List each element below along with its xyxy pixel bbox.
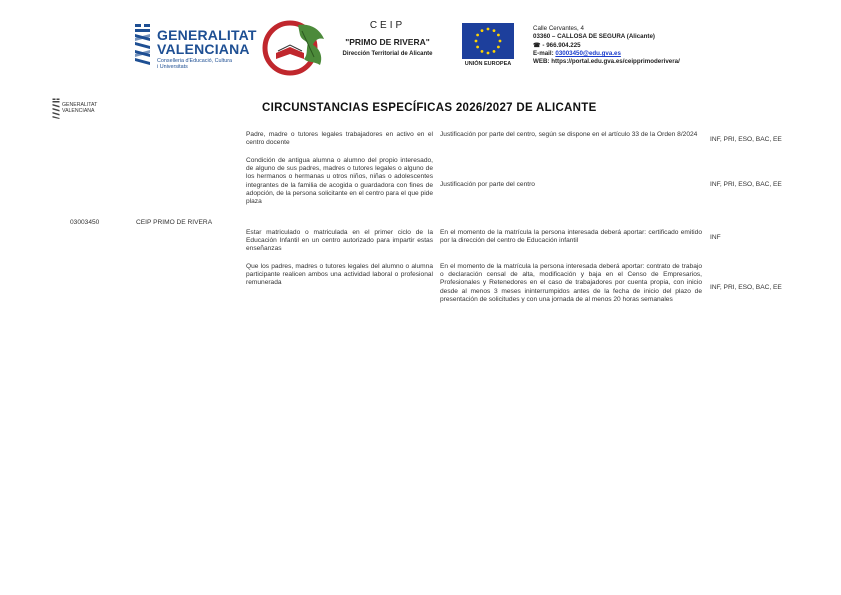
gva-sub-line1: Conselleria d'Educació, Cultura <box>157 58 233 64</box>
criterion-4: Que los padres, madres o tutores legales del alumno o alumna participante realicen ambos una actividad laboral o profesional remunerada <box>246 263 433 287</box>
contact-email-row <box>533 50 680 58</box>
levels-4: INF, PRI, ESO, BAC, EE <box>710 284 782 291</box>
school-type: CEIP <box>369 20 406 31</box>
gva-name-line1: GENERALITAT <box>157 27 257 43</box>
justification-3: En el momento de la matrícula la persona interesada deberá aportar: certificado emitido por la dirección del centro de Educación infantil <box>440 229 702 245</box>
school-header <box>330 20 445 57</box>
phone-icon: ☎ - <box>533 41 547 49</box>
gva-small-mark-icon <box>52 98 60 119</box>
criterion-2: Condición de antigua alumna o alumno del propio interesado, de alguno de sus padres, madres o tutores legales o alguno de los hermanos o hermanas u otros niños, niñas o adolescentes integrantes de la familia de acogida o guardadora con fines de adopción, de la persona solicitante en el centro para el que pide plaza <box>246 157 433 206</box>
contact-address: Calle Cervantes, 4 <box>533 25 584 32</box>
gva-name <box>157 28 257 56</box>
eu-label: UNIÓN EUROPEA <box>464 61 512 67</box>
contact-city: 03360 – CALLOSA DE SEGURA (Alicante) <box>533 33 655 41</box>
criterion-1: Padre, madre o tutores legales trabajadores en activo en el centro docente <box>246 131 433 147</box>
contact-web[interactable]: WEB: https://portal.edu.gva.es/ceipprimoderivera/ <box>533 58 680 66</box>
school-direction: Dirección Territorial de Alicante <box>342 51 433 57</box>
justification-1: Justificación por parte del centro, según se dispone en el artículo 33 de la Orden 8/2024 <box>440 131 698 138</box>
gva-small-name <box>62 102 97 114</box>
gva-small-line2: VALENCIANA <box>62 108 95 114</box>
gva-name-line2: VALENCIANA <box>157 41 250 57</box>
contact-phone: 966.904.225 <box>546 41 581 49</box>
levels-1: INF, PRI, ESO, BAC, EE <box>710 136 782 143</box>
school-crest-icon <box>262 17 327 77</box>
center-code: 03003450 <box>70 219 100 226</box>
contact-phone-row <box>533 42 680 50</box>
school-name: "PRIMO DE RIVERA" <box>345 37 430 47</box>
gva-logo <box>133 22 257 70</box>
center-name: CEIP PRIMO DE RIVERA <box>136 219 213 226</box>
gva-sub-line2: i Universitats <box>157 64 188 70</box>
gva-department <box>157 58 232 70</box>
levels-2: INF, PRI, ESO, BAC, EE <box>710 181 782 188</box>
eu-flag-icon <box>462 23 514 59</box>
levels-3: INF <box>710 234 721 241</box>
criterion-3: Estar matriculado o matriculada en el primer ciclo de la Educación Infantil en un centro autorizado para impartir estas enseñanzas <box>246 229 433 253</box>
gva-small-logo <box>52 98 112 120</box>
contact-info <box>533 25 680 66</box>
justification-2: Justificación por parte del centro <box>440 181 535 188</box>
page-title: CIRCUNSTANCIAS ESPECÍFICAS 2026/2027 DE ALICANTE <box>262 102 597 114</box>
justification-4: En el momento de la matrícula la persona interesada deberá aportar: contrato de trabajo o declaración censal de alta, modificación y baja en el Censo de Empresarios, Profesionales y Retenedores en el caso de trabajadores por cuenta propia, con inicio desde al menos 3 meses ininterrumpidos antes de la fecha de inicio del plazo de presentación de solicitudes y con una jornada de al menos 20 horas semanales <box>440 263 702 303</box>
contact-email-label: E-mail: <box>533 49 554 57</box>
gva-small-line1: GENERALITAT <box>62 102 98 108</box>
gva-logo-mark-icon <box>133 22 153 68</box>
contact-email-link[interactable]: 03003450@edu.gva.es <box>555 49 621 57</box>
